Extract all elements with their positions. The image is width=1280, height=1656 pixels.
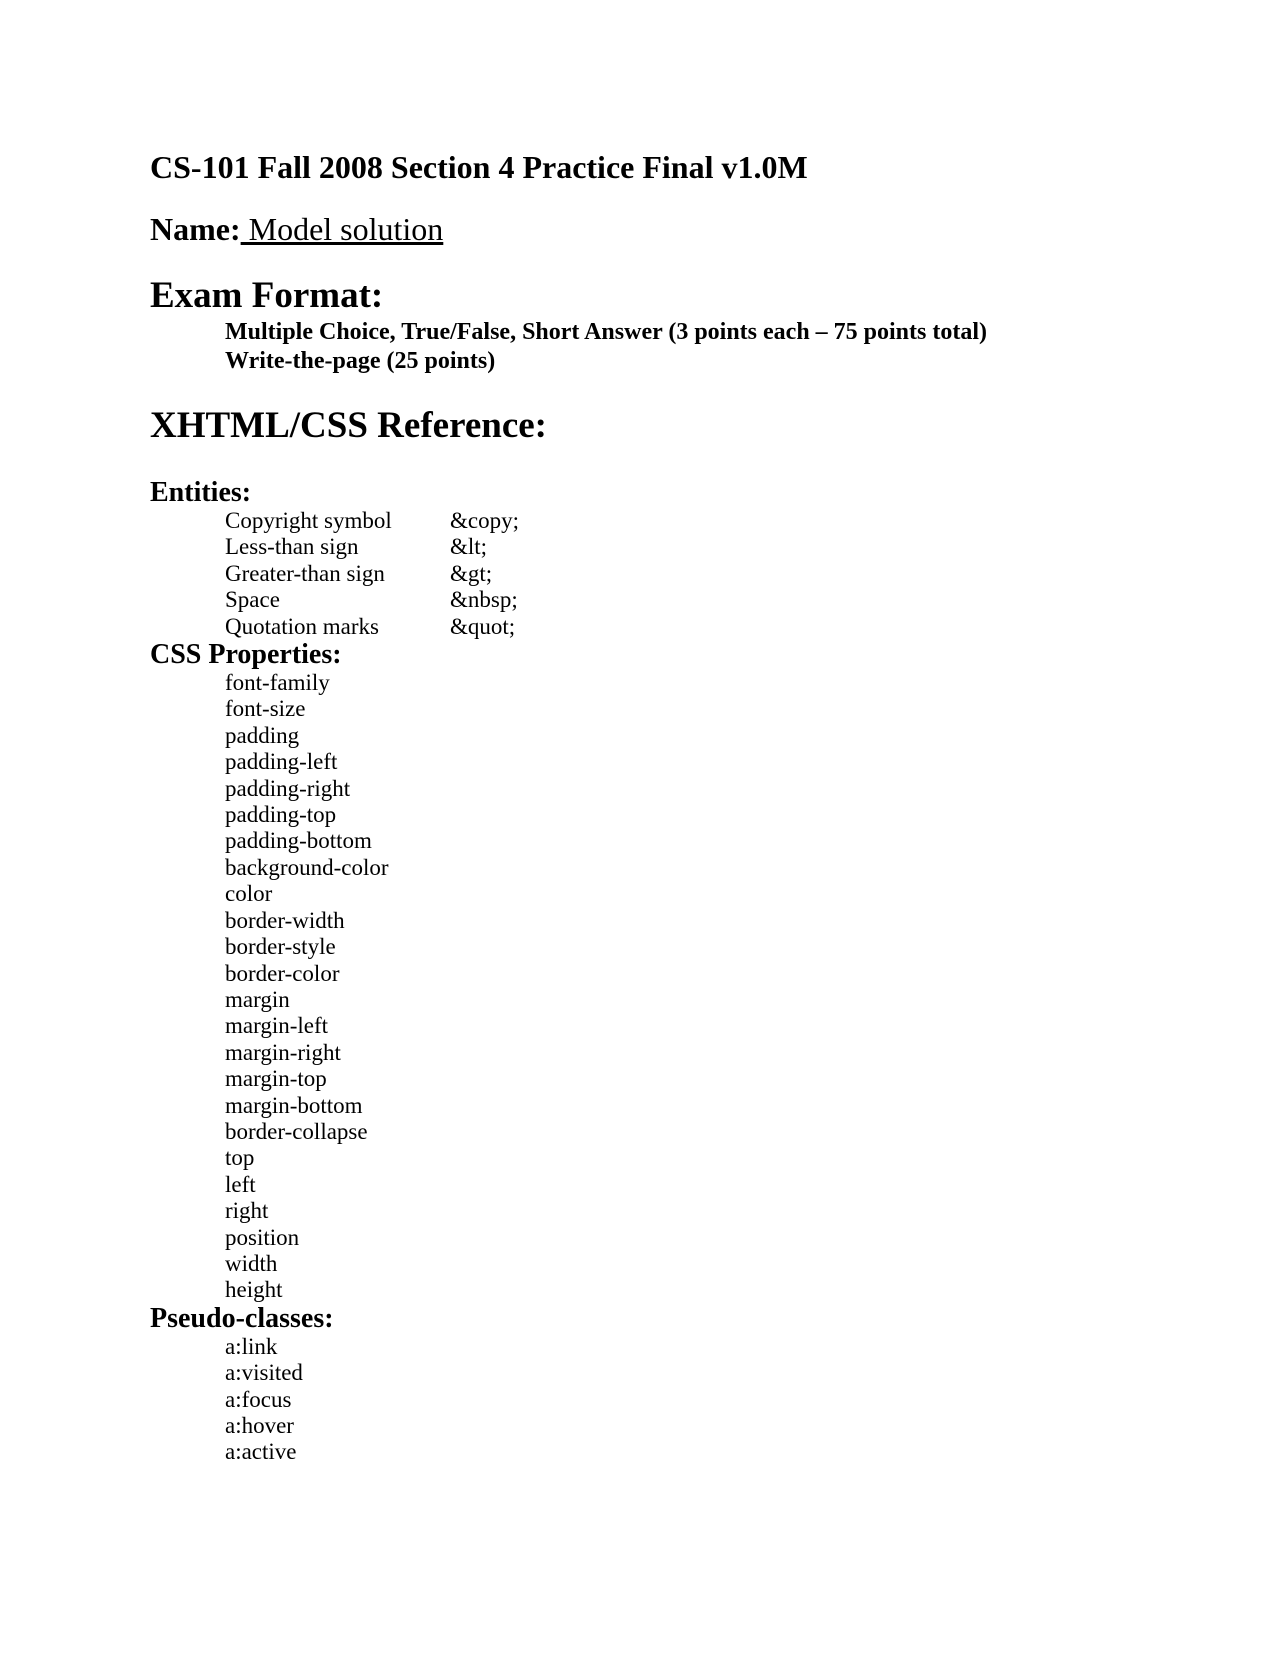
entity-name: Quotation marks: [225, 613, 379, 639]
css-property-item: border-style: [225, 934, 336, 960]
css-property-item: padding-top: [225, 802, 337, 828]
entity-row: [225, 534, 519, 560]
entity-code: &gt;: [450, 560, 493, 586]
css-property-item: padding: [225, 722, 300, 748]
css-property-item: padding-bottom: [225, 828, 372, 854]
entities-table: [225, 508, 519, 640]
css-property-item: border-color: [225, 960, 340, 986]
pseudo-classes-list: [225, 1334, 1230, 1466]
css-property-item: margin-left: [225, 1013, 329, 1039]
css-property-item: margin-right: [225, 1039, 341, 1065]
document-page: [150, 148, 1230, 1466]
exam-format-list: [225, 318, 1230, 376]
entity-name: Greater-than sign: [225, 560, 385, 586]
css-property-item: margin-bottom: [225, 1092, 363, 1118]
css-property-item: padding-right: [225, 775, 351, 801]
entity-row: [225, 587, 519, 613]
pseudo-class-item: a:focus: [225, 1386, 292, 1412]
exam-format-heading: Exam Format:: [150, 275, 384, 316]
css-property-item: font-size: [225, 696, 306, 722]
name-line: [150, 210, 1230, 248]
exam-format-line: Multiple Choice, True/False, Short Answer (3 points each – 75 points total): [225, 319, 987, 345]
css-property-item: left: [225, 1171, 256, 1197]
pseudo-class-item: a:active: [225, 1439, 297, 1465]
css-property-item: right: [225, 1198, 269, 1224]
css-property-item: font-family: [225, 670, 330, 696]
css-property-item: margin-top: [225, 1066, 327, 1092]
css-properties-heading: CSS Properties:: [150, 639, 342, 671]
pseudo-class-item: a:hover: [225, 1413, 294, 1438]
css-property-item: padding-left: [225, 749, 338, 775]
entity-name: Less-than sign: [225, 534, 359, 560]
css-properties-list: [225, 670, 1230, 1304]
name-label: Name:: [150, 211, 241, 247]
reference-heading: XHTML/CSS Reference:: [150, 405, 547, 446]
css-property-item: margin: [225, 986, 290, 1012]
css-property-item: position: [225, 1224, 300, 1250]
entity-row: [225, 508, 519, 534]
entity-name: Copyright symbol: [225, 508, 392, 533]
css-property-item: top: [225, 1145, 255, 1171]
css-property-item: width: [225, 1250, 278, 1276]
entities-heading: Entities:: [150, 477, 252, 508]
entity-code: &nbsp;: [450, 587, 518, 613]
entity-row: [225, 561, 519, 587]
entity-code: &lt;: [450, 534, 488, 560]
exam-format-line: Write-the-page (25 points): [225, 348, 496, 374]
entity-code: &copy;: [450, 508, 519, 533]
entity-code: &quot;: [450, 613, 516, 639]
name-value: Model solution: [240, 211, 444, 247]
pseudo-class-item: a:link: [225, 1333, 278, 1359]
css-property-item: height: [225, 1277, 283, 1303]
entity-row: [225, 614, 519, 640]
entity-name: Space: [225, 587, 280, 613]
css-property-item: border-collapse: [225, 1118, 368, 1144]
css-property-item: border-width: [225, 907, 345, 933]
css-property-item: color: [225, 881, 273, 907]
document-title: CS-101 Fall 2008 Section 4 Practice Final v1.0M: [150, 149, 808, 185]
pseudo-class-item: a:visited: [225, 1360, 303, 1386]
pseudo-classes-heading: Pseudo-classes:: [150, 1302, 334, 1334]
css-property-item: background-color: [225, 854, 389, 880]
